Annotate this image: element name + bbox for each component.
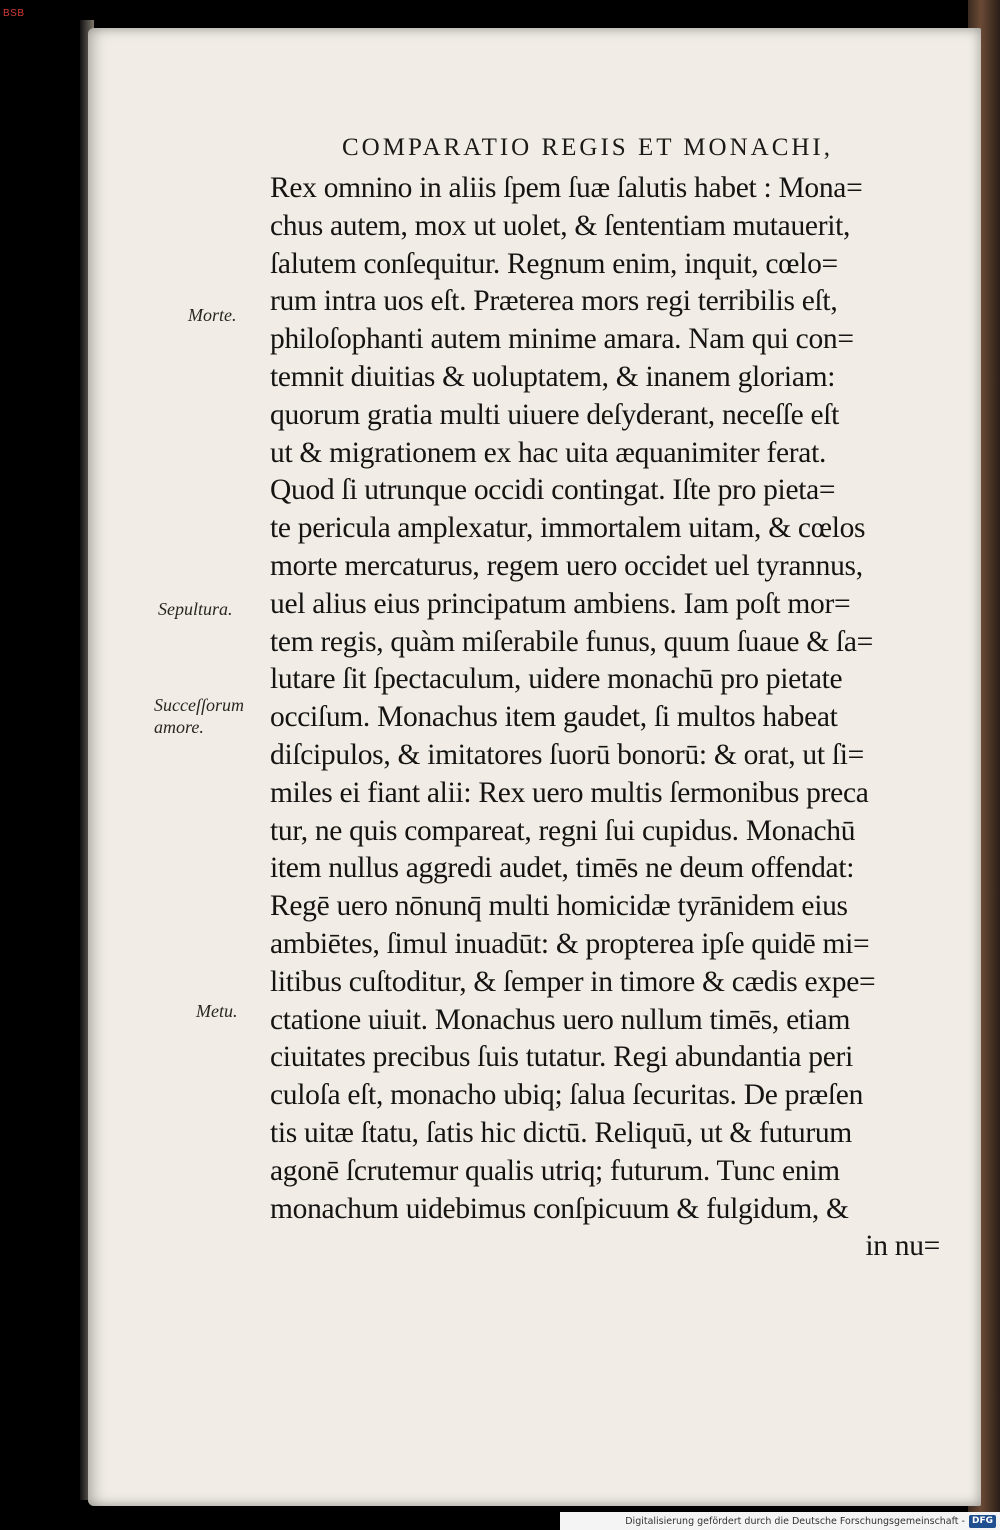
marginal-note-morte: Morte. xyxy=(188,305,237,325)
text-line: culoſa eſt, monacho ubiq; ſalua ſecuritas. De præſen xyxy=(270,1079,864,1112)
text-line: miles ei fiant alii: Rex uero multis ſermonibus preca xyxy=(270,776,869,809)
marginal-note-successorum-line-2: amore. xyxy=(154,717,204,737)
text-line: ambiētes, ſimul inuadūt: & propterea ipſe quidē mi= xyxy=(270,927,870,960)
text-line: Regē uero nōnunq̄ multi homicidæ tyrānidem eius xyxy=(270,890,848,923)
dfg-logo: DFG xyxy=(969,1515,996,1528)
footer-credit: Digitalisierung gefördert durch die Deutsche Forschungsgemeinschaft - xyxy=(625,1515,965,1527)
text-line: te pericula amplexatur, immortalem uitam, & cœlos xyxy=(270,512,866,545)
text-line: tur, ne quis compareat, regni ſui cupidus. Monachū xyxy=(270,814,856,847)
text-line: Rex omnino in aliis ſpem ſuæ ſalutis habet : Mona= xyxy=(270,172,863,204)
text-line: chus autem, mox ut uolet, & ſententiam mutauerit, xyxy=(270,209,851,242)
text-line: ctatione uiuit. Monachus uero nullum timēs, etiam xyxy=(270,1003,851,1036)
text-line: rum intra uos eſt. Præterea mors regi terribilis eſt, xyxy=(270,285,838,318)
text-line: litibus cuſtoditur, & ſemper in timore & cædis expe= xyxy=(270,965,876,998)
text-line: ciuitates precibus ſuis tutatur. Regi abundantia peri xyxy=(270,1041,853,1074)
marginal-note-successorum-line-1: Succeſſorum xyxy=(154,695,244,715)
text-line: temnit diuitias & uoluptatem, & inanem gloriam: xyxy=(270,360,836,393)
text-line: Quod ſi utrunque occidi contingat. Iſte pro pieta= xyxy=(270,474,836,507)
text-line: ſalutem conſequitur. Regnum enim, inquit, cœlo= xyxy=(270,247,838,280)
catchword: in nu= xyxy=(865,1230,940,1263)
library-mark: BSB xyxy=(3,8,25,19)
text-line: diſcipulos, & imitatores ſuorū bonorū: & orat, ut ſi= xyxy=(270,738,864,771)
body-text xyxy=(270,170,940,1266)
text-line: item nullus aggredi audet, timēs ne deum offendat: xyxy=(270,852,855,885)
text-line: agonē ſcrutemur qualis utriq; futurum. Tunc enim xyxy=(270,1154,840,1187)
text-line: occiſum. Monachus item gaudet, ſi multos habeat xyxy=(270,701,838,734)
text-line: monachum uidebimus conſpicuum & fulgidum, & xyxy=(270,1192,849,1225)
running-head: COMPARATIO REGIS ET MONACHI, xyxy=(342,134,833,161)
footer-bar xyxy=(560,1512,1000,1530)
marginal-note-metu: Metu. xyxy=(196,1001,238,1021)
text-line: uel alius eius principatum ambiens. Iam poſt mor= xyxy=(270,587,851,620)
marginal-note-successorum xyxy=(154,694,244,738)
text-line: morte mercaturus, regem uero occidet uel tyrannus, xyxy=(270,549,863,582)
text-line: tem regis, quàm miſerabile funus, quum ſuaue & ſa= xyxy=(270,625,873,658)
marginal-note-sepultura: Sepultura. xyxy=(158,599,233,619)
text-line: quorum gratia multi uiuere deſyderant, neceſſe eſt xyxy=(270,398,840,431)
text-line: ut & migrationem ex hac uita æquanimiter ferat. xyxy=(270,436,827,469)
text-line: philoſophanti autem minime amara. Nam qui con= xyxy=(270,323,854,356)
text-line: lutare ſit ſpectaculum, uidere monachū pro pietate xyxy=(270,663,843,696)
text-line: tis uitæ ſtatu, ſatis hic dictū. Reliquū, ut & futurum xyxy=(270,1116,852,1149)
